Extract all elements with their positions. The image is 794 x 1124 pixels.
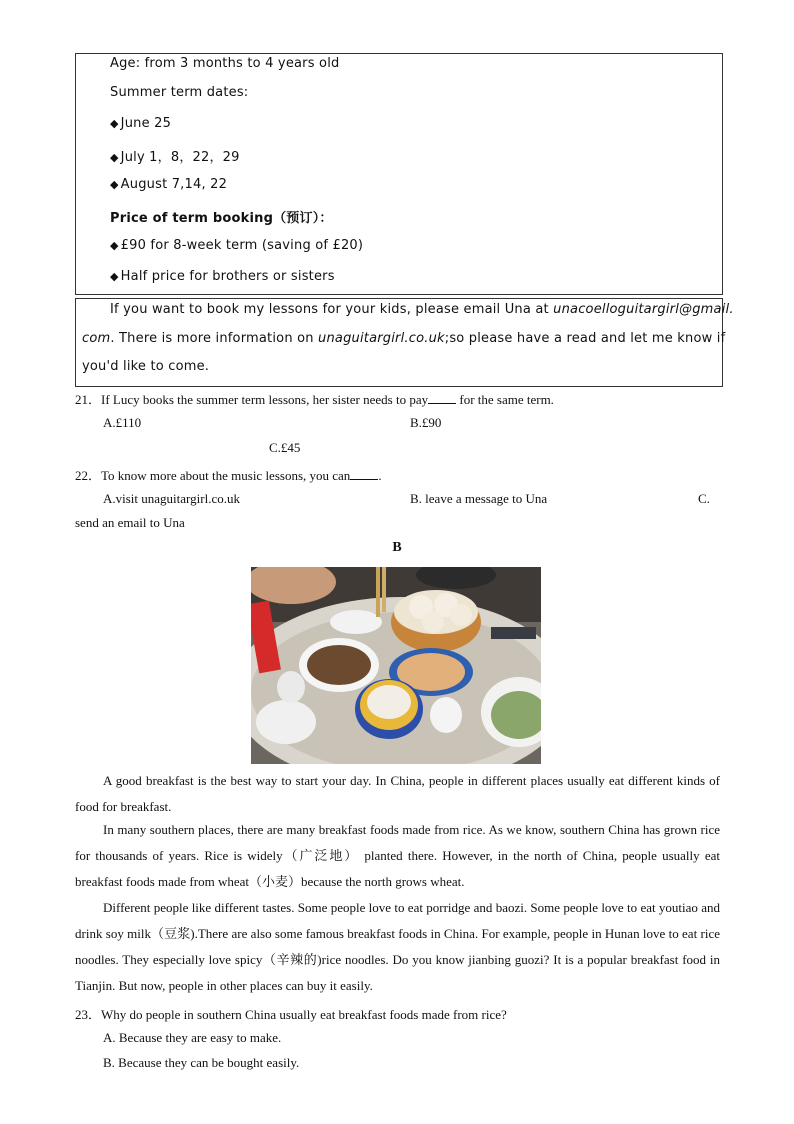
option-b: B. Because they can be bought easily. — [103, 1055, 300, 1070]
diamond-bullet-icon: ◆ — [110, 239, 119, 252]
question-21-stem: 21．If Lucy books the summer term lessons, her sister needs to pay for the same term. — [75, 392, 554, 407]
option-a: A. Because they are easy to make. — [103, 1030, 282, 1045]
contact-line-1: If you want to book my lessons for your kids, please email Una at unacoelloguitargirl@gmail. — [110, 302, 734, 317]
breakfast-photo — [251, 567, 541, 764]
summer-term-title: Summer term dates: — [110, 85, 249, 100]
option-c: C.£45 — [269, 440, 301, 455]
question-23-stem: 23．Why do people in southern China usually eat breakfast foods made from rice? — [75, 1007, 507, 1022]
diamond-bullet-icon: ◆ — [110, 117, 119, 130]
diamond-bullet-icon: ◆ — [110, 270, 119, 283]
passage-paragraph-2: In many southern places, there are many breakfast foods made from rice. As we know, southern China has grown rice for thousands of years. Rice is widely（广泛地） planted there. However, in the north of China, people usually eat breakfast foods made from wheat（小麦）because the north grows wheat. — [75, 822, 720, 889]
answer-blank — [428, 392, 456, 404]
date-item: ◆ August 7,14, 22 — [110, 177, 228, 192]
date-item: ◆ July 1，8，22，29 — [110, 150, 240, 165]
passage-paragraph-3: Different people like different tastes. Some people love to eat porridge and baozi. Some people love to eat youtiao and drink soy milk（豆浆).There are also some famous breakfast foods in China. For example, people in Hunan love to eat rice noodles. They especially love spicy（辛辣的)rice noodles. Do you know jianbing guozi? It is a popular breakfast food in Tianjin. But now, people in other places can buy it easily. — [75, 900, 720, 993]
price-item: ◆ £90 for 8-week term (saving of £20) — [110, 238, 364, 253]
email-link[interactable]: unacoelloguitargirl@gmail. — [553, 302, 734, 317]
price-item: ◆ Half price for brothers or sisters — [110, 269, 335, 284]
option-b: B.£90 — [410, 415, 442, 430]
email-link-cont[interactable]: com — [82, 331, 111, 346]
website-link[interactable]: unaguitargirl.co.uk — [318, 331, 445, 346]
answer-blank — [350, 468, 378, 480]
contact-line-2: com. There is more information on unaguitargirl.co.uk;so please have a read and let me know if — [82, 331, 726, 346]
contact-line-3: you'd like to come. — [82, 359, 210, 374]
option-a: A.£110 — [103, 415, 142, 430]
option-c-text: send an email to Una — [75, 515, 185, 530]
price-title: Price of term booking（预订）： — [110, 211, 333, 226]
info-box — [75, 53, 723, 295]
option-a: A.visit unaguitargirl.co.uk — [103, 491, 240, 506]
option-b: B. leave a message to Una — [410, 491, 548, 506]
diamond-bullet-icon: ◆ — [110, 151, 119, 164]
diamond-bullet-icon: ◆ — [110, 178, 119, 191]
date-item: ◆ June 25 — [110, 116, 172, 131]
option-c-label: C. — [698, 491, 710, 506]
contact-box — [75, 298, 734, 387]
question-22-stem: 22．To know more about the music lessons, you can . — [75, 468, 382, 483]
age-text: Age: from 3 months to 4 years old — [110, 56, 340, 71]
section-heading: B — [392, 540, 402, 555]
passage-paragraph-1: A good breakfast is the best way to start your day. In China, people in different places usually eat different kinds of food for breakfast. — [75, 773, 720, 814]
